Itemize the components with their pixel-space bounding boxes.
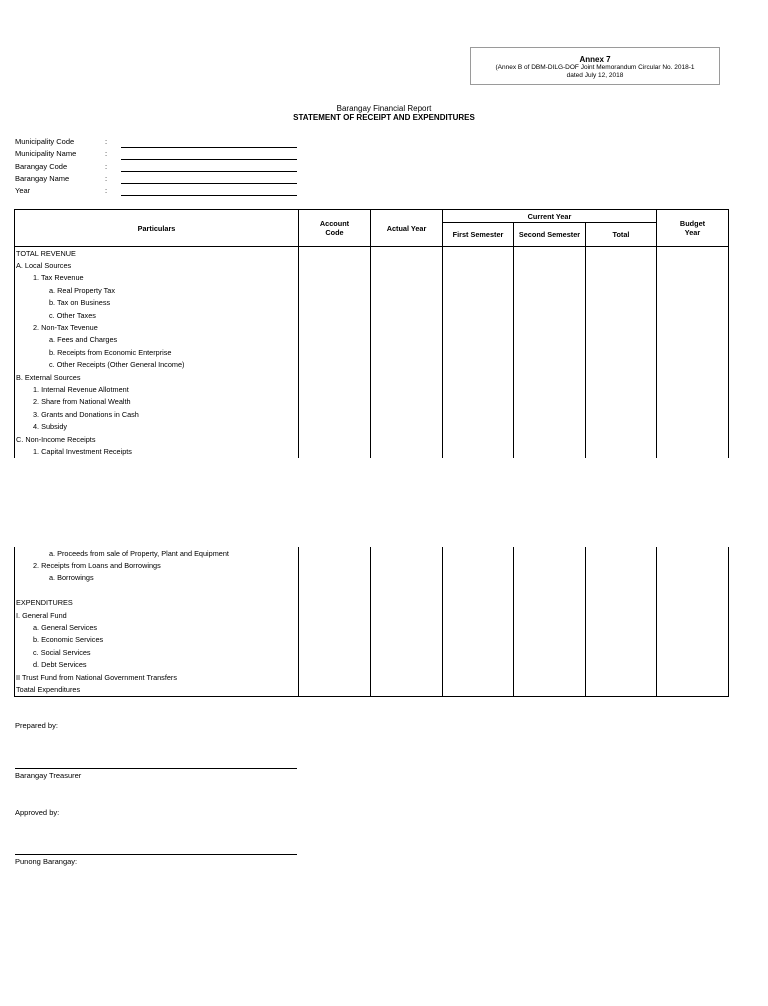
table-row (15, 584, 729, 596)
row-value-cell[interactable] (514, 346, 586, 358)
row-value-cell[interactable] (443, 621, 514, 633)
col-account-code: Account Code (299, 210, 371, 247)
row-value-cell[interactable] (371, 371, 443, 383)
row-value-cell[interactable] (443, 396, 514, 408)
table-row (15, 408, 729, 420)
row-value-cell[interactable] (371, 309, 443, 321)
row-value-cell[interactable] (657, 609, 729, 621)
row-value-cell[interactable] (299, 547, 371, 559)
row-particular: c. Other Receipts (Other General Income) (15, 359, 299, 371)
row-value-cell[interactable] (657, 359, 729, 371)
row-particular: TOTAL REVENUE (15, 247, 299, 260)
row-value-cell[interactable] (443, 321, 514, 333)
row-value-cell[interactable] (586, 646, 657, 658)
prepared-by-label: Prepared by: (15, 721, 58, 730)
row-value-cell[interactable] (514, 259, 586, 271)
colon: : (105, 186, 108, 195)
row-value-cell[interactable] (514, 383, 586, 395)
row-value-cell[interactable] (514, 321, 586, 333)
row-value-cell[interactable] (299, 346, 371, 358)
table-row (15, 259, 729, 271)
row-value-cell[interactable] (586, 659, 657, 671)
row-value-cell[interactable] (443, 284, 514, 296)
row-particular: a. Fees and Charges (15, 334, 299, 346)
row-value-cell[interactable] (514, 433, 586, 445)
row-particular: 2. Receipts from Loans and Borrowings (15, 559, 299, 571)
row-value-cell[interactable] (586, 584, 657, 596)
statement-table-continued (14, 547, 729, 697)
row-value-cell[interactable] (657, 408, 729, 420)
row-value-cell[interactable] (371, 408, 443, 420)
row-value-cell[interactable] (371, 346, 443, 358)
table-row (15, 547, 729, 559)
row-value-cell[interactable] (371, 247, 443, 260)
row-value-cell[interactable] (657, 646, 729, 658)
municipality-name-field[interactable] (121, 159, 297, 160)
row-value-cell[interactable] (299, 572, 371, 584)
row-value-cell[interactable] (299, 334, 371, 346)
row-particular: b. Economic Services (15, 634, 299, 646)
row-value-cell[interactable] (443, 408, 514, 420)
col-total: Total (586, 223, 657, 247)
row-value-cell[interactable] (657, 445, 729, 457)
row-value-cell[interactable] (299, 272, 371, 284)
row-value-cell[interactable] (443, 297, 514, 309)
annex-box (470, 47, 720, 85)
row-particular: b. Tax on Business (15, 297, 299, 309)
row-value-cell[interactable] (443, 433, 514, 445)
table-row (15, 247, 729, 260)
row-value-cell[interactable] (657, 284, 729, 296)
row-value-cell[interactable] (514, 309, 586, 321)
row-value-cell[interactable] (371, 383, 443, 395)
col-current-year: Current Year (443, 210, 657, 223)
row-value-cell[interactable] (586, 359, 657, 371)
row-value-cell[interactable] (299, 396, 371, 408)
row-value-cell[interactable] (514, 247, 586, 260)
row-value-cell[interactable] (299, 259, 371, 271)
colon: : (105, 174, 108, 183)
table-row (15, 445, 729, 457)
row-value-cell[interactable] (443, 659, 514, 671)
row-value-cell[interactable] (657, 247, 729, 260)
row-value-cell[interactable] (657, 309, 729, 321)
row-value-cell[interactable] (371, 671, 443, 683)
row-value-cell[interactable] (657, 683, 729, 696)
row-value-cell[interactable] (443, 371, 514, 383)
row-particular: II Trust Fund from National Government Transfers (15, 671, 299, 683)
row-value-cell[interactable] (299, 433, 371, 445)
row-value-cell[interactable] (514, 420, 586, 432)
barangay-name-field[interactable] (121, 183, 297, 184)
table-row (15, 396, 729, 408)
row-value-cell[interactable] (371, 572, 443, 584)
row-value-cell[interactable] (299, 383, 371, 395)
row-particular: d. Debt Services (15, 659, 299, 671)
colon: : (105, 149, 108, 158)
annex-title: Annex 7 (579, 55, 611, 64)
row-value-cell[interactable] (443, 359, 514, 371)
row-value-cell[interactable] (371, 646, 443, 658)
row-value-cell[interactable] (371, 445, 443, 457)
barangay-code-field[interactable] (121, 171, 297, 172)
row-particular: C. Non-Income Receipts (15, 433, 299, 445)
row-particular: c. Other Taxes (15, 309, 299, 321)
row-value-cell[interactable] (586, 334, 657, 346)
row-value-cell[interactable] (299, 621, 371, 633)
row-value-cell[interactable] (299, 284, 371, 296)
barangay-name-label: Barangay Name (15, 174, 70, 183)
row-particular: B. External Sources (15, 371, 299, 383)
row-value-cell[interactable] (586, 420, 657, 432)
row-value-cell[interactable] (443, 334, 514, 346)
row-value-cell[interactable] (586, 547, 657, 559)
row-value-cell[interactable] (371, 621, 443, 633)
row-value-cell[interactable] (586, 433, 657, 445)
row-value-cell[interactable] (586, 408, 657, 420)
row-value-cell[interactable] (514, 584, 586, 596)
row-value-cell[interactable] (371, 297, 443, 309)
punong-signature-line[interactable] (15, 854, 297, 855)
row-value-cell[interactable] (371, 597, 443, 609)
row-particular: a. Real Property Tax (15, 284, 299, 296)
row-value-cell[interactable] (371, 547, 443, 559)
row-particular: I. General Fund (15, 609, 299, 621)
row-value-cell[interactable] (586, 272, 657, 284)
table-row (15, 683, 729, 696)
row-value-cell[interactable] (657, 396, 729, 408)
row-value-cell[interactable] (586, 597, 657, 609)
row-value-cell[interactable] (371, 321, 443, 333)
row-value-cell[interactable] (371, 584, 443, 596)
table-row (15, 284, 729, 296)
row-value-cell[interactable] (299, 646, 371, 658)
table-row (15, 346, 729, 358)
row-particular: 4. Subsidy (15, 420, 299, 432)
row-value-cell[interactable] (514, 359, 586, 371)
row-value-cell[interactable] (657, 634, 729, 646)
row-value-cell[interactable] (657, 671, 729, 683)
row-particular: b. Receipts from Economic Enterprise (15, 346, 299, 358)
row-value-cell[interactable] (443, 383, 514, 395)
row-value-cell[interactable] (443, 259, 514, 271)
row-value-cell[interactable] (514, 297, 586, 309)
row-value-cell[interactable] (586, 445, 657, 457)
row-value-cell[interactable] (586, 371, 657, 383)
row-value-cell[interactable] (371, 284, 443, 296)
row-value-cell[interactable] (586, 572, 657, 584)
row-value-cell[interactable] (371, 433, 443, 445)
row-particular (15, 584, 299, 596)
row-value-cell[interactable] (299, 683, 371, 696)
row-particular: 3. Grants and Donations in Cash (15, 408, 299, 420)
row-value-cell[interactable] (371, 609, 443, 621)
row-value-cell[interactable] (657, 297, 729, 309)
row-value-cell[interactable] (514, 272, 586, 284)
row-value-cell[interactable] (299, 371, 371, 383)
row-value-cell[interactable] (299, 584, 371, 596)
table-row (15, 272, 729, 284)
row-value-cell[interactable] (371, 634, 443, 646)
row-value-cell[interactable] (371, 272, 443, 284)
table-row (15, 621, 729, 633)
row-value-cell[interactable] (371, 559, 443, 571)
row-value-cell[interactable] (443, 547, 514, 559)
annex-ref-line2: dated July 12, 2018 (566, 72, 624, 79)
row-value-cell[interactable] (514, 683, 586, 696)
row-value-cell[interactable] (443, 609, 514, 621)
row-value-cell[interactable] (657, 597, 729, 609)
table-row (15, 659, 729, 671)
row-value-cell[interactable] (586, 621, 657, 633)
row-value-cell[interactable] (443, 683, 514, 696)
punong-label: Punong Barangay: (15, 857, 78, 866)
barangay-code-label: Barangay Code (15, 162, 68, 171)
row-value-cell[interactable] (586, 634, 657, 646)
row-value-cell[interactable] (586, 609, 657, 621)
row-value-cell[interactable] (514, 396, 586, 408)
row-particular: EXPENDITURES (15, 597, 299, 609)
table-body-expenditures (15, 547, 729, 696)
col-first-semester: First Semester (443, 223, 514, 247)
row-value-cell[interactable] (586, 284, 657, 296)
row-particular: 1. Internal Revenue Allotment (15, 383, 299, 395)
row-value-cell[interactable] (586, 396, 657, 408)
year-field[interactable] (121, 195, 297, 196)
row-value-cell[interactable] (657, 420, 729, 432)
report-title: Barangay Financial Report (336, 104, 432, 113)
row-value-cell[interactable] (586, 309, 657, 321)
row-value-cell[interactable] (371, 259, 443, 271)
row-value-cell[interactable] (586, 346, 657, 358)
report-subtitle: STATEMENT OF RECEIPT AND EXPENDITURES (293, 113, 475, 122)
row-particular: a. General Services (15, 621, 299, 633)
row-value-cell[interactable] (586, 671, 657, 683)
row-value-cell[interactable] (514, 408, 586, 420)
annex-ref-line1: (Annex B of DBM-DILG-DOF Joint Memorandum Circular No. 2018-1 (495, 64, 695, 71)
table-body-revenue (15, 247, 729, 458)
table-row (15, 359, 729, 371)
row-value-cell[interactable] (657, 559, 729, 571)
row-value-cell[interactable] (443, 634, 514, 646)
row-value-cell[interactable] (586, 559, 657, 571)
row-value-cell[interactable] (586, 297, 657, 309)
row-value-cell[interactable] (299, 671, 371, 683)
row-value-cell[interactable] (657, 272, 729, 284)
row-value-cell[interactable] (443, 572, 514, 584)
col-particulars: Particulars (15, 210, 299, 247)
table-row (15, 321, 729, 333)
row-particular: Toatal Expenditures (15, 683, 299, 696)
row-particular: a. Proceeds from sale of Property, Plant and Equipment (15, 547, 299, 559)
row-value-cell[interactable] (586, 383, 657, 395)
row-value-cell[interactable] (443, 646, 514, 658)
row-value-cell[interactable] (514, 559, 586, 571)
row-value-cell[interactable] (443, 584, 514, 596)
row-value-cell[interactable] (657, 321, 729, 333)
treasurer-signature-line[interactable] (15, 768, 297, 769)
colon: : (105, 137, 108, 146)
row-value-cell[interactable] (299, 297, 371, 309)
table-row (15, 572, 729, 584)
row-value-cell[interactable] (299, 559, 371, 571)
row-value-cell[interactable] (586, 247, 657, 260)
row-value-cell[interactable] (299, 321, 371, 333)
col-budget-year: Budget Year (657, 210, 729, 247)
row-particular: 2. Share from National Wealth (15, 396, 299, 408)
row-value-cell[interactable] (299, 659, 371, 671)
row-value-cell[interactable] (514, 334, 586, 346)
table-row (15, 420, 729, 432)
row-value-cell[interactable] (299, 609, 371, 621)
year-label: Year (15, 186, 31, 195)
row-value-cell[interactable] (514, 597, 586, 609)
row-value-cell[interactable] (514, 634, 586, 646)
row-value-cell[interactable] (443, 346, 514, 358)
row-value-cell[interactable] (514, 572, 586, 584)
row-value-cell[interactable] (443, 272, 514, 284)
row-value-cell[interactable] (657, 346, 729, 358)
row-value-cell[interactable] (657, 433, 729, 445)
table-row (15, 371, 729, 383)
table-row (15, 559, 729, 571)
row-value-cell[interactable] (514, 646, 586, 658)
statement-table (14, 209, 729, 458)
row-value-cell[interactable] (657, 334, 729, 346)
row-value-cell[interactable] (657, 621, 729, 633)
table-row (15, 433, 729, 445)
annex-reference (471, 64, 719, 80)
row-particular: a. Borrowings (15, 572, 299, 584)
row-value-cell[interactable] (371, 359, 443, 371)
row-value-cell[interactable] (299, 247, 371, 260)
row-value-cell[interactable] (657, 584, 729, 596)
row-value-cell[interactable] (514, 621, 586, 633)
treasurer-label: Barangay Treasurer (15, 771, 82, 780)
table-row (15, 297, 729, 309)
row-particular: c. Social Services (15, 646, 299, 658)
row-value-cell[interactable] (443, 420, 514, 432)
row-value-cell[interactable] (514, 671, 586, 683)
row-value-cell[interactable] (586, 259, 657, 271)
table-row (15, 334, 729, 346)
table-row (15, 309, 729, 321)
row-value-cell[interactable] (299, 634, 371, 646)
row-value-cell[interactable] (657, 572, 729, 584)
row-particular: 2. Non-Tax Tevenue (15, 321, 299, 333)
row-value-cell[interactable] (299, 445, 371, 457)
row-value-cell[interactable] (443, 597, 514, 609)
table-row (15, 646, 729, 658)
row-value-cell[interactable] (299, 408, 371, 420)
row-value-cell[interactable] (514, 547, 586, 559)
row-value-cell[interactable] (657, 547, 729, 559)
row-value-cell[interactable] (657, 371, 729, 383)
col-second-semester: Second Semester (514, 223, 586, 247)
municipality-name-label: Municipality Name (15, 149, 77, 158)
row-value-cell[interactable] (443, 445, 514, 457)
table-row (15, 609, 729, 621)
row-value-cell[interactable] (371, 683, 443, 696)
row-value-cell[interactable] (299, 359, 371, 371)
row-value-cell[interactable] (299, 597, 371, 609)
table-row (15, 383, 729, 395)
row-value-cell[interactable] (371, 396, 443, 408)
row-particular: 1. Tax Revenue (15, 272, 299, 284)
municipality-code-label: Municipality Code (15, 137, 75, 146)
row-value-cell[interactable] (299, 309, 371, 321)
row-particular: 1. Capital Investment Receipts (15, 445, 299, 457)
col-actual-year: Actual Year (371, 210, 443, 247)
row-value-cell[interactable] (371, 420, 443, 432)
row-value-cell[interactable] (299, 420, 371, 432)
row-value-cell[interactable] (443, 247, 514, 260)
row-value-cell[interactable] (657, 259, 729, 271)
row-value-cell[interactable] (586, 321, 657, 333)
row-particular: A. Local Sources (15, 259, 299, 271)
row-value-cell[interactable] (443, 309, 514, 321)
row-value-cell[interactable] (443, 559, 514, 571)
row-value-cell[interactable] (514, 445, 586, 457)
colon: : (105, 162, 108, 171)
row-value-cell[interactable] (443, 671, 514, 683)
row-value-cell[interactable] (514, 659, 586, 671)
row-value-cell[interactable] (371, 659, 443, 671)
row-value-cell[interactable] (514, 609, 586, 621)
table-row (15, 671, 729, 683)
table-row (15, 634, 729, 646)
municipality-code-field[interactable] (121, 147, 297, 148)
approved-by-label: Approved by: (15, 808, 60, 817)
table-row (15, 597, 729, 609)
row-value-cell[interactable] (514, 284, 586, 296)
row-value-cell[interactable] (514, 371, 586, 383)
row-value-cell[interactable] (586, 683, 657, 696)
row-value-cell[interactable] (371, 334, 443, 346)
row-value-cell[interactable] (657, 659, 729, 671)
row-value-cell[interactable] (657, 383, 729, 395)
